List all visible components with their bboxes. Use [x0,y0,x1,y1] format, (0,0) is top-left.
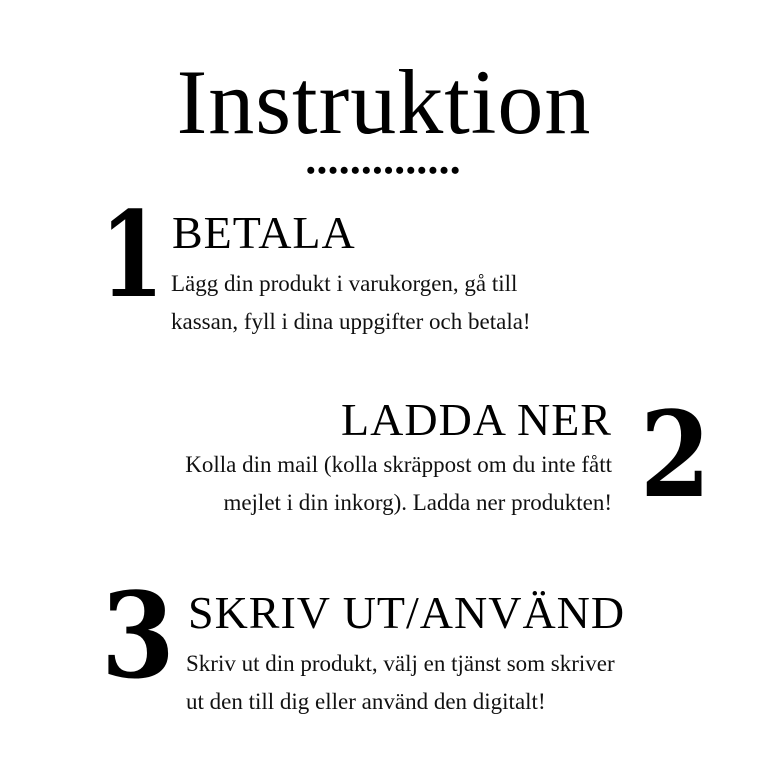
step-number: 3 [101,566,175,705]
step-description-line: Lägg din produkt i varukorgen, gå till [171,271,518,296]
page-title: Instruktion [176,51,592,153]
step-number: 1 [100,185,165,324]
step-number: 2 [640,385,711,524]
step-heading: LADDA NER [341,394,612,445]
step-description-line: Skriv ut din produkt, välj en tjänst som skriver [186,651,615,676]
step-description-line: ut den till dig eller använd den digitalt! [186,689,546,714]
dotted-divider: •••••••••••••• [306,156,462,185]
step-description [171,265,531,341]
step-description-line: Kolla din mail (kolla skräppost om du inte fått [185,452,612,477]
step-heading: SKRIV UT/ANVÄND [188,587,626,638]
step-description-line: mejlet i din inkorg). Ladda ner produkten! [223,490,612,515]
step-description-line: kassan, fyll i dina uppgifter och betala! [171,309,531,334]
step-description [186,645,615,721]
step-description [185,446,612,522]
step-heading: BETALA [172,207,356,258]
